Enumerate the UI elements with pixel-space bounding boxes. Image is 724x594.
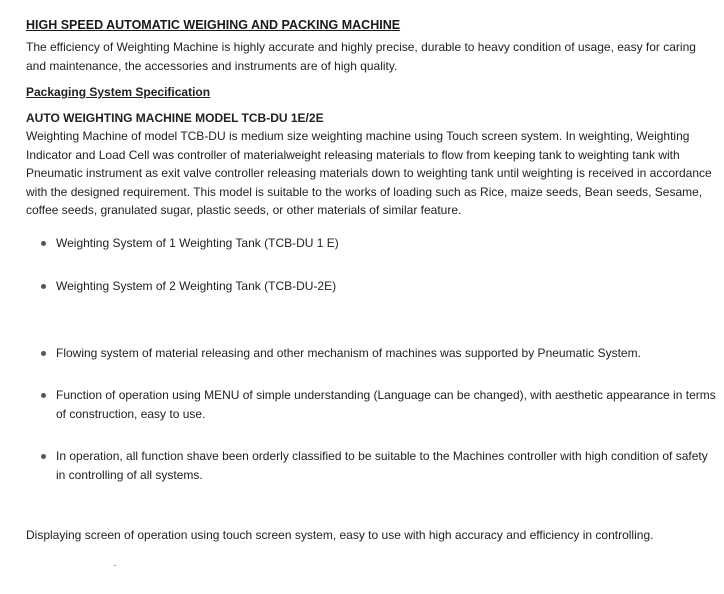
page-title: HIGH SPEED AUTOMATIC WEIGHING AND PACKING MACHINE [26, 18, 401, 32]
bullet-icon [41, 241, 46, 246]
feature-list [26, 234, 716, 485]
bullet-icon [41, 351, 46, 356]
model-description: Weighting Machine of model TCB-DU is medium size weighting machine using Touch screen system. In weighting, Weighting Indicator and Load Cell was controller of materialweight releasing materials to flow from keeping tank to weighting tank with Pneumatic instrument as exit valve controller releasing materials down to weighting tank until weighting is received in accordance with the designed requirement. This model is suitable to the works of loading such as Rice, maize seeds, Bean seeds, Sesame, coffee seeds, granulated sugar, plastic seeds, or other materials of similar feature. [26, 129, 712, 217]
bullet-icon [41, 393, 46, 398]
list-item-text: In operation, all function shave been orderly classified to be suitable to the Machines controller with high condition of safety in controlling of all systems. [56, 449, 708, 482]
footer-paragraph: Displaying screen of operation using touch screen system, easy to use with high accuracy and efficiency in controlling. [26, 528, 654, 542]
list-item-text: Weighting System of 1 Weighting Tank (TCB-DU 1 E) [56, 235, 339, 250]
spec-heading: Packaging System Specification [26, 85, 211, 99]
list-item-text: Weighting System of 2 Weighting Tank (TCB-DU-2E) [56, 279, 337, 293]
bullet-icon [41, 284, 46, 289]
list-item [26, 447, 716, 484]
list-item [26, 386, 716, 423]
document-body [26, 14, 716, 544]
divider-speck [114, 565, 116, 566]
list-item [26, 234, 716, 253]
list-item-text: Function of operation using MENU of simple understanding (Language can be changed), with aesthetic appearance in terms of construction, easy to use. [56, 388, 716, 421]
bullet-icon [41, 454, 46, 459]
list-item-text: Flowing system of material releasing and other mechanism of machines was supported by Pneumatic System. [56, 345, 641, 360]
model-title: AUTO WEIGHTING MACHINE MODEL TCB-DU 1E/2E [26, 111, 324, 125]
intro-paragraph: The efficiency of Weighting Machine is highly accurate and highly precise, durable to heavy condition of usage, easy for caring and maintenance, the accessories and instruments are of high quality. [26, 40, 696, 73]
list-item [26, 277, 716, 296]
list-item [26, 344, 716, 363]
